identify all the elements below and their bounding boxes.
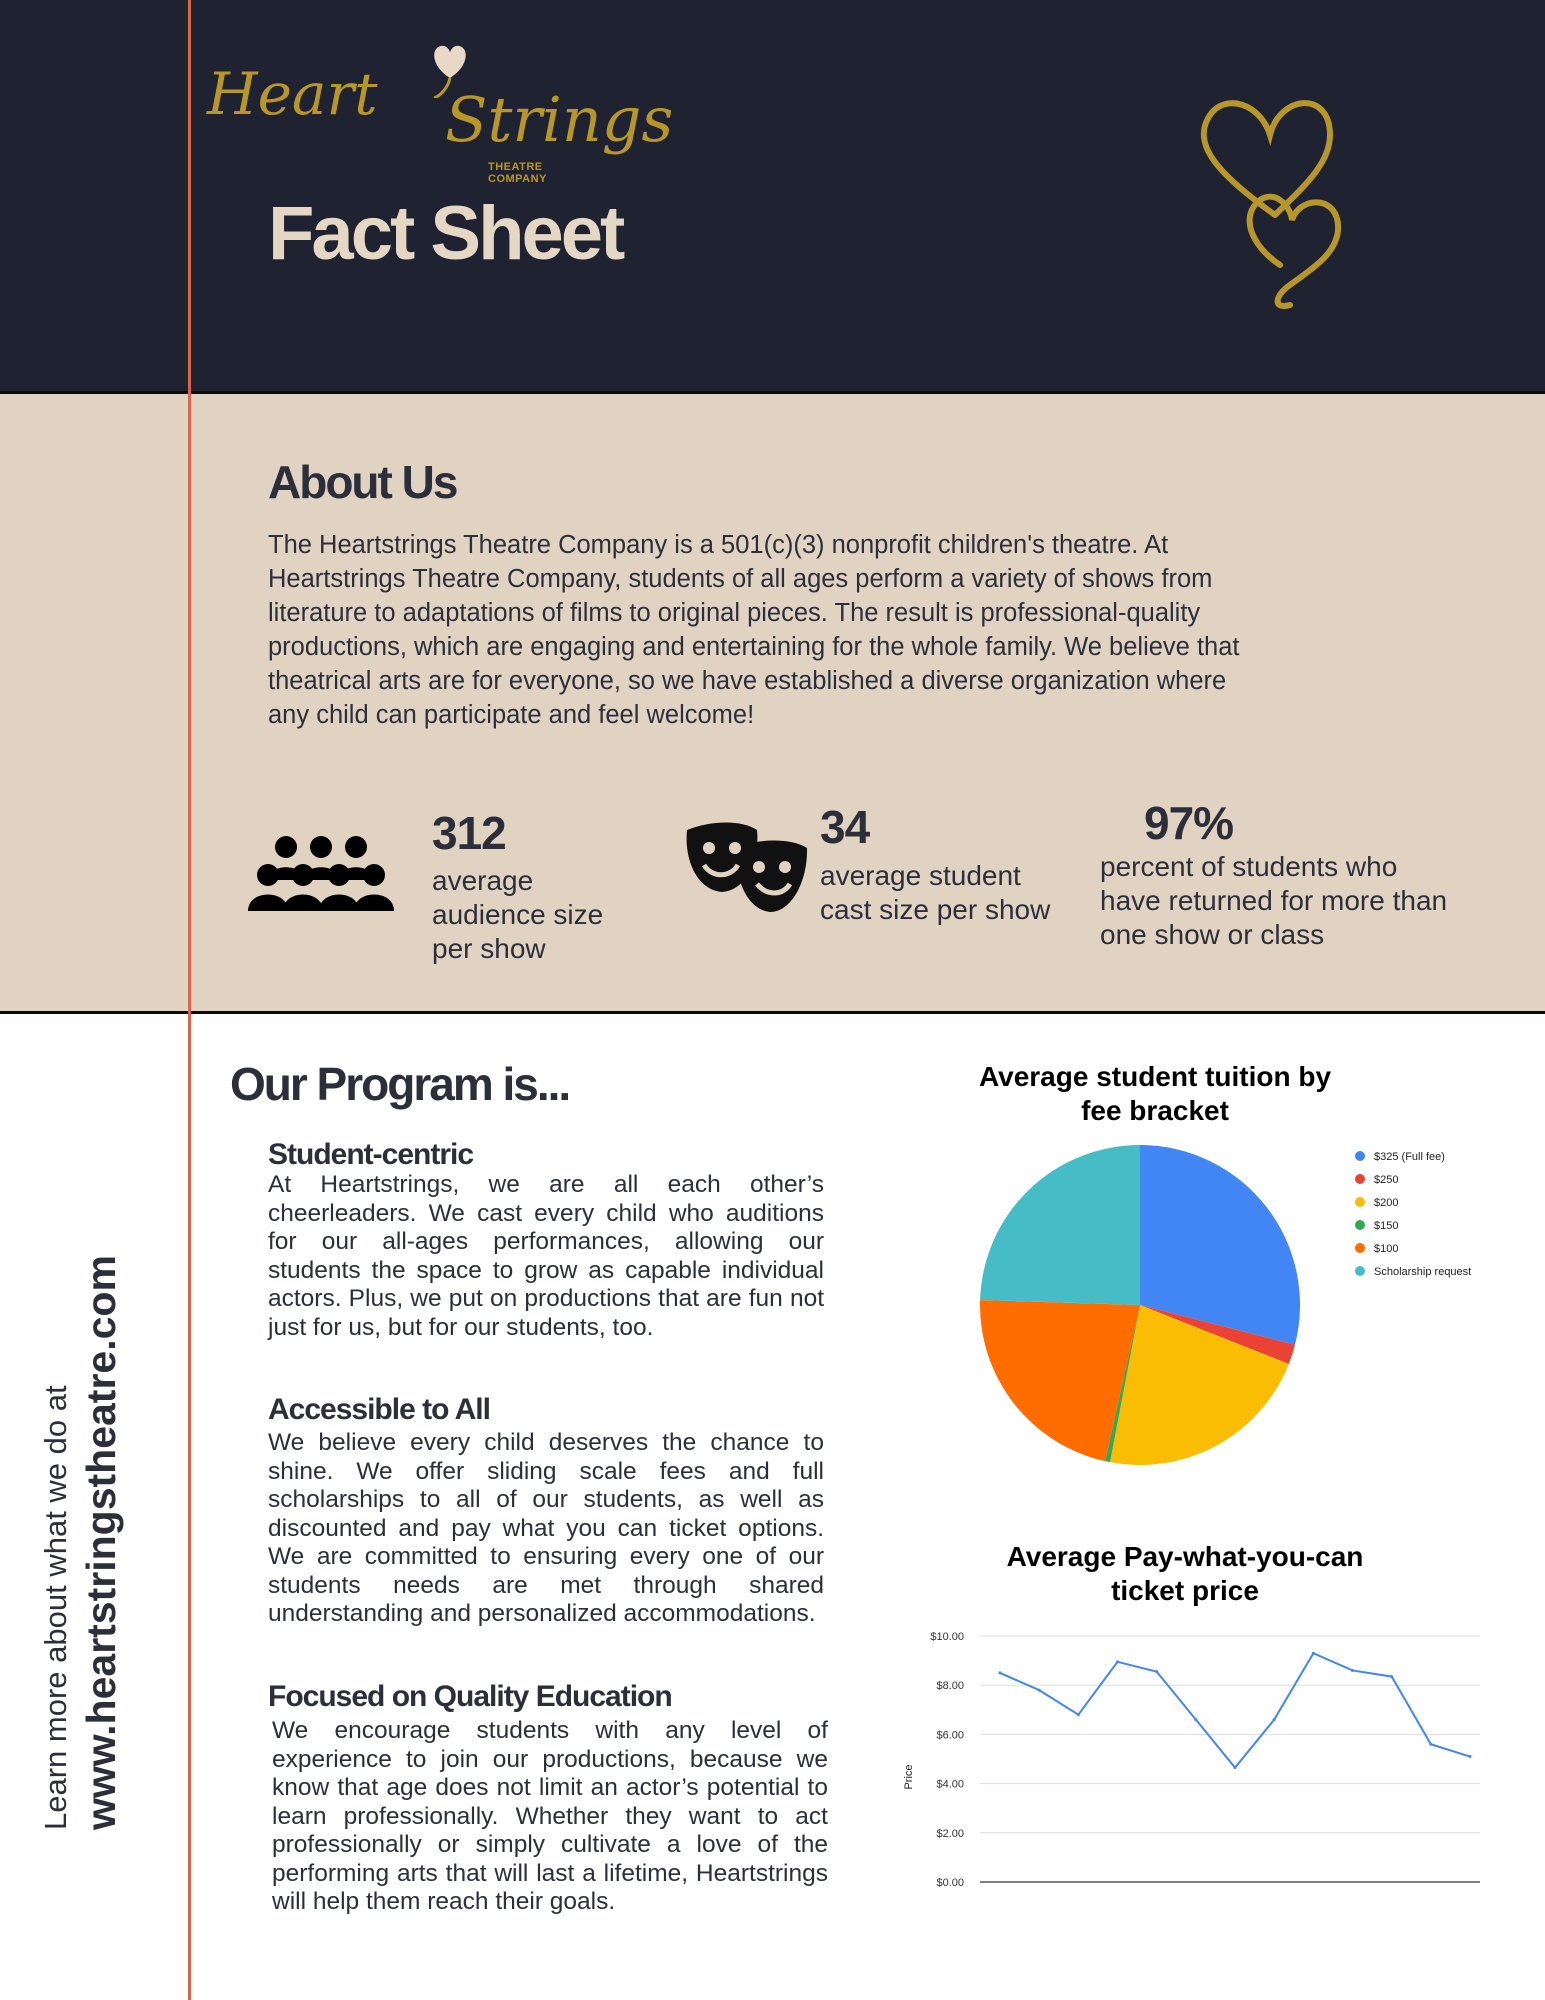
y-tick-label: $6.00 [936, 1729, 964, 1742]
page-title: Fact Sheet [268, 191, 623, 276]
divider [0, 1011, 1545, 1014]
program-title: Our Program is... [230, 1058, 570, 1110]
series-line [1000, 1653, 1470, 1767]
legend-swatch [1355, 1243, 1365, 1253]
audience-icon [246, 835, 396, 911]
about-text: The Heartstrings Theatre Company is a 501(c)(3) nonprofit children's theatre. At Heartstrings Theatre Company, students of all ages perform a variety of shows from literature to adaptations of films to original pieces. The result is professional-quality productions, which are engaging and entertaining for the whole family. We believe that theatrical arts are for everyone, so we have established a diverse organization where any child can participate and feel welcome! [268, 531, 1240, 729]
section-title: Student-centric [268, 1138, 474, 1171]
legend-swatch [1355, 1174, 1365, 1184]
y-tick-label: $10.00 [930, 1631, 964, 1643]
y-axis-label: Price [903, 1764, 915, 1790]
about-title: About Us [268, 456, 457, 508]
pie-chart-title: Average student tuition by fee bracket [978, 1061, 1332, 1126]
data-point [1390, 1675, 1393, 1678]
website-url[interactable]: www.heartstringstheatre.com [78, 1255, 124, 1830]
legend-label: $150 [1374, 1220, 1399, 1232]
y-tick-label: $4.00 [936, 1778, 964, 1791]
y-tick-label: $2.00 [936, 1827, 964, 1840]
data-point [1194, 1718, 1197, 1721]
legend-label: $250 [1374, 1174, 1399, 1186]
data-point [1077, 1713, 1080, 1716]
stat-label: average audience size per show [432, 865, 604, 964]
pie-chart [960, 1140, 1500, 1480]
website-callout [38, 1255, 125, 1830]
section-title: Focused on Quality Education [268, 1680, 672, 1713]
website-prompt: Learn more about what we do at [38, 1385, 73, 1830]
section-body: At Heartstrings, we are all each other’s cheerleaders. We cast every child who auditions for our all-ages performances, allowing our students the space to grow as capable individual actors. Plus, we put on productions that are fun not just for us, but for our students, too. [268, 1171, 824, 1341]
data-point [1038, 1689, 1041, 1692]
y-tick-label: $0.00 [936, 1877, 964, 1889]
data-point [1155, 1670, 1158, 1673]
pie-slice [980, 1145, 1140, 1305]
stat-label: average student cast size per show [820, 860, 1051, 925]
y-tick-label: $8.00 [936, 1680, 964, 1693]
logo-word-strings: Strings [445, 83, 674, 156]
data-point [1273, 1718, 1276, 1721]
line-chart-title: Average Pay-what-you-can ticket price [1006, 1541, 1364, 1606]
legend-label: $100 [1374, 1243, 1399, 1255]
legend-swatch [1355, 1197, 1365, 1207]
line-chart [890, 1620, 1490, 1890]
logo-word-heart: Heart [207, 60, 378, 128]
data-point [1429, 1743, 1432, 1746]
logo-subtitle: THEATRE COMPANY [488, 161, 547, 185]
stat-value: 34 [820, 801, 870, 853]
legend-swatch [1355, 1266, 1365, 1276]
section-title: Accessible to All [268, 1393, 490, 1426]
section-body: We believe every child deserves the chance to shine. We offer sliding scale fees and full scholarships to all of our students, as well as discounted and pay what you can ticket options. We are committed to ensuring every one of our students needs are met through shared understanding and personalized accommodations. [268, 1429, 824, 1627]
legend-label: Scholarship request [1374, 1266, 1472, 1278]
data-point [1116, 1660, 1119, 1663]
stat-label: percent of students who have returned for more than one show or class [1100, 851, 1448, 950]
legend-label: $325 (Full fee) [1374, 1151, 1445, 1163]
data-point [1351, 1669, 1354, 1672]
stat-value: 312 [432, 807, 506, 859]
legend-swatch [1355, 1151, 1365, 1161]
theatre-masks-icon [682, 820, 812, 915]
data-point [999, 1671, 1002, 1674]
section-body: We encourage students with any level of experience to join our productions, because we know that age does not limit an actor’s potential to learn professionally. Whether they want to act professionally or simply cultivate a love of the performing arts that will last a lifetime, Heartstrings will help them reach their goals. [272, 1717, 828, 1915]
data-point [1312, 1652, 1315, 1655]
data-point [1469, 1755, 1472, 1758]
legend-swatch [1355, 1220, 1365, 1230]
stat-value: 97% [1144, 797, 1234, 849]
vertical-accent-line [188, 0, 191, 2000]
legend-label: $200 [1374, 1197, 1399, 1209]
data-point [1234, 1766, 1237, 1769]
hearts-icon [1180, 95, 1370, 315]
